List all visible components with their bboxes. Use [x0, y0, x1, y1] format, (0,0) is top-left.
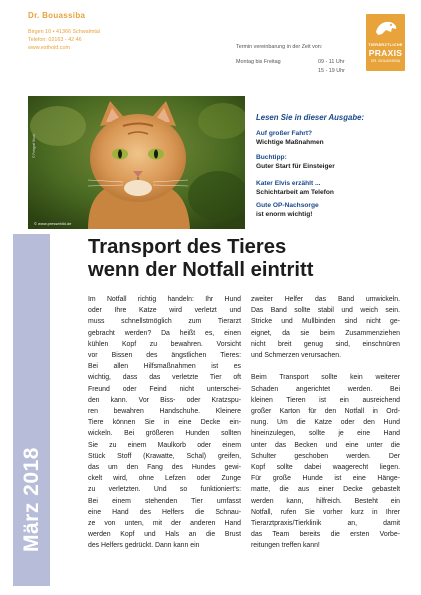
article-text-line: zu verletzten. Und so funktioniert's:	[88, 486, 241, 494]
article-text-line: Für große Hunde ist eine Hänge-	[251, 475, 400, 483]
issue-heading: Lesen Sie in dieser Ausgabe:	[256, 113, 365, 122]
article-text-line: den kann. Vor Biss- oder Kratzspu-	[88, 396, 241, 404]
article-text-line: großer Karton für den Notfall in Ord-	[251, 408, 400, 416]
appointment-note: Termin vereinbarung in der Zeit von:	[236, 44, 323, 50]
article-text-line: ckelt wird, ohne Lefzen oder Zunge	[88, 475, 241, 483]
hours-time-morning: 09 - 11 Uhr	[318, 59, 345, 65]
article-text-line: hineinzulegen, sollte je eine Hand	[251, 430, 400, 438]
article-text-line: wickeln. Bei größeren Hunden sollten	[88, 430, 241, 438]
article-text-line: oder Ihre Katze wird verletzt und	[88, 307, 241, 315]
article-headline-line-1: Transport des Tieres	[88, 236, 287, 258]
article-text-line: Schulter geschoben werden. Der	[251, 452, 400, 460]
logo-line-2: PRAXIS	[368, 48, 403, 58]
issue-item-subtitle: Guter Start für Einsteiger	[256, 163, 335, 170]
article-text-line: Bei einem stehenden Tier umfasst	[88, 497, 241, 505]
article-text-line: kühlen Kopf zu bewahren. Vorsicht	[88, 340, 241, 348]
photo-credit: © www.pressebild.de	[34, 221, 72, 226]
article-text-line: reitungen treffen kann!	[251, 542, 320, 550]
article-text-line: des Helfers gedrückt. Dann kann ein	[88, 542, 200, 550]
photo-side-credit: © Fotograf Stock	[32, 134, 36, 158]
article-text-line: Freund oder Feind nicht unterschei-	[88, 385, 241, 393]
phone-line: Telefon: 02163 - 42 46	[28, 37, 82, 44]
article-headline-line-2: wenn der Notfall eintritt	[88, 259, 314, 281]
article-text-line: Notfall, rufen Sie vorher kurz in Ihrer	[251, 508, 400, 516]
article-text-line: gebracht werden? Da heißt es, einen	[88, 329, 241, 337]
dog-cat-logo-icon	[374, 18, 398, 38]
address-line: Birgen 10 • 41366 Schwalmtal	[28, 29, 101, 35]
issue-item-title: Auf großer Fahrt?	[256, 130, 313, 137]
article-text-line: Kopf sollte dabei waagerecht liegen.	[251, 464, 400, 472]
article-text-line: zweiter Helfer das Band umwickeln.	[251, 296, 400, 303]
article-text-line: Tierarztpraxis/Tierklinik an, damit	[251, 520, 400, 528]
article-text-line: Stricke und Mullbinden sind nicht ge-	[251, 318, 400, 326]
article-text-line: matte, die aus einer Decke gebastelt	[251, 486, 400, 494]
article-text-line: Bei allen Hilfsmaßnahmen ist es	[88, 363, 241, 371]
hours-days: Montag bis Freitag	[236, 59, 281, 65]
hours-time-afternoon: 15 - 19 Uhr	[318, 68, 345, 74]
article-text-line: unter das Becken und eine unter die	[251, 441, 400, 449]
clinic-logo	[366, 14, 405, 71]
article-text-line: das um den Fang des Hundes gewi-	[88, 464, 241, 472]
article-text-line: muss schnellstmöglich zum Tierarzt	[88, 318, 241, 326]
cat-image	[28, 96, 245, 229]
date-sidebar	[13, 234, 50, 586]
article-text-line: werden kann, hilfreich. Besteht ein	[251, 497, 400, 505]
article-text-line: Stück Stoff (Krawatte, Schal) greifen,	[88, 452, 241, 460]
article-text-line: Beim Transport sollte kein weiterer	[251, 374, 400, 382]
article-text-line: Tiere können Sie in eine Decke ein-	[88, 419, 241, 427]
article-text-line: wichtig, dass das verletzte Tier oft	[88, 374, 241, 382]
article-text-line: ren bewahren Handschuhe. Kleinere	[88, 408, 241, 416]
article-text-line: werden Kopf und Hals an die Brust	[88, 531, 241, 539]
issue-item-subtitle: Wichtige Maßnahmen	[256, 139, 324, 146]
issue-date: März 2018	[20, 447, 43, 552]
article-text-line: Das Band sollte stabil und weich sein.	[251, 307, 400, 315]
issue-item-subtitle: ist enorm wichtig!	[256, 211, 313, 218]
issue-item-title: Gute OP-Nachsorge	[256, 202, 319, 209]
article-text-line: Im Notfall richtig handeln: Ihr Hund	[88, 296, 241, 303]
issue-item-subtitle: Schichtarbeit am Telefon	[256, 189, 334, 196]
article-text-line: nicht breit genug sind, einschnüren	[251, 340, 400, 348]
article-text-line: und Schmerzen verursachen.	[251, 352, 342, 360]
clinic-name: Dr. Bouassiba	[28, 11, 86, 20]
article-text-line: eignet, da sie beim Zusammenziehen	[251, 329, 400, 337]
article-text-line: vor Bissen des ängstlichen Tieres:	[88, 352, 241, 360]
article-text-line: Schaden angerichtet werden. Bei	[251, 385, 400, 393]
issue-item-title: Kater Elvis erzählt ...	[256, 180, 321, 187]
article-text-line: das Team bereits die ersten Vorbe-	[251, 531, 400, 539]
website-link[interactable]: www.esthold.com	[28, 45, 70, 52]
article-text-line: ze von unten, mit der anderen Hand	[88, 520, 241, 528]
article-text-line: Sie zu einem Maulkorb oder einem	[88, 441, 241, 449]
logo-line-3: DR. BOUASSIBA	[370, 59, 401, 63]
clinic-address	[28, 28, 100, 53]
issue-item-title: Buchtipp:	[256, 154, 287, 161]
cat-photo	[28, 96, 245, 229]
logo-line-1: TIERÄRZTLICHE	[368, 42, 403, 47]
article-column-right	[251, 294, 400, 552]
article-text-line: eine Hand des Helfers die Schnau-	[88, 508, 241, 516]
article-column-left	[88, 294, 241, 552]
paragraph-gap	[251, 361, 400, 372]
article-text-line: kleinen Tieren ist ein ausreichend	[251, 396, 400, 404]
article-text-line: nung. Um die Katze oder den Hund	[251, 419, 400, 427]
